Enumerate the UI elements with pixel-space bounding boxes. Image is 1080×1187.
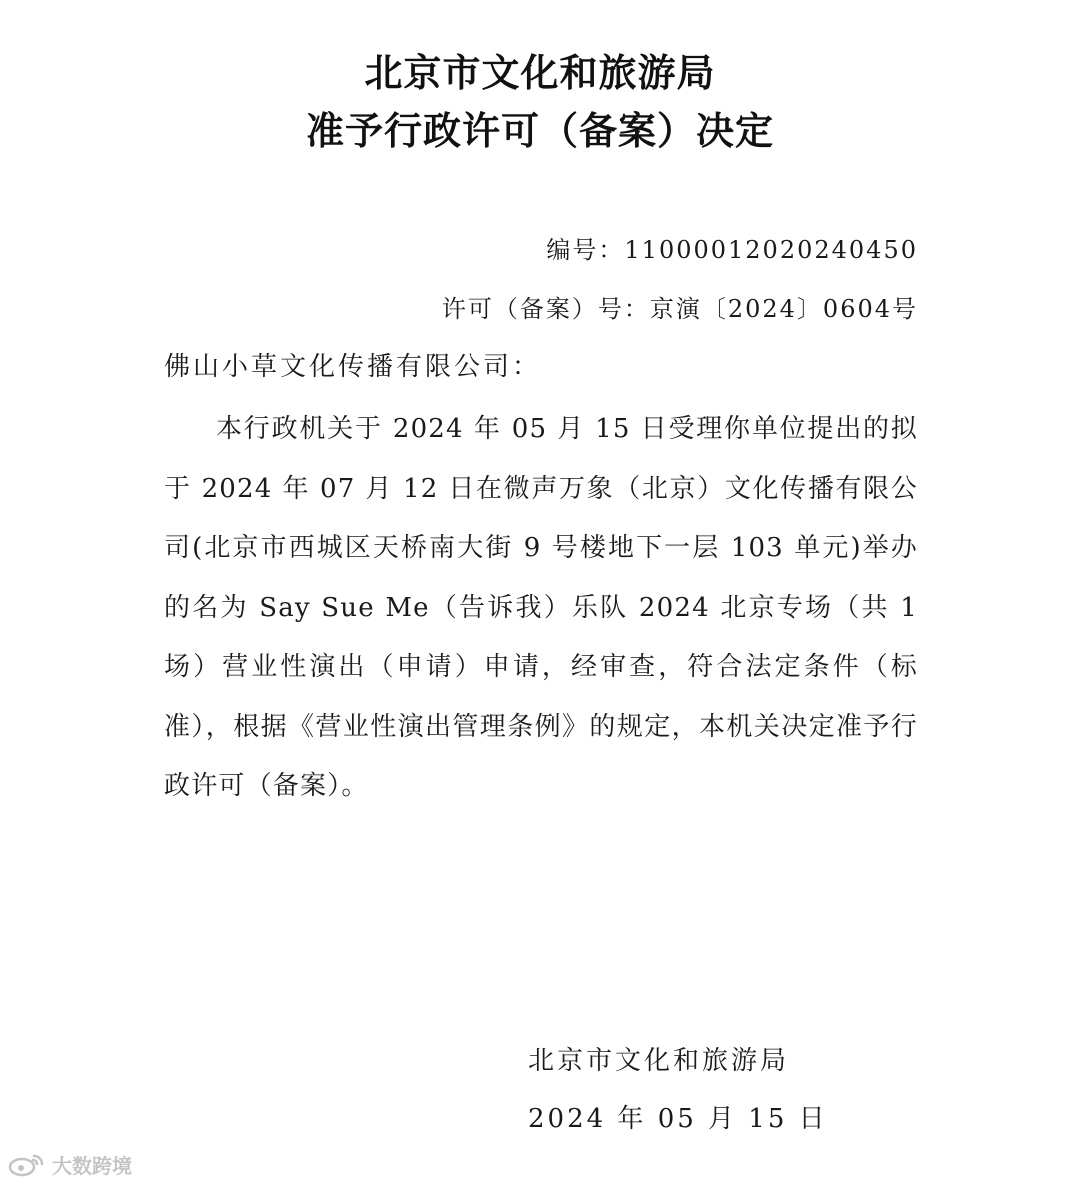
addressee: 佛山小草文化传播有限公司： xyxy=(164,352,542,382)
watermark-text: 大数跨境 xyxy=(52,1154,132,1178)
signature-organization: 北京市文化和旅游局 xyxy=(528,1046,790,1076)
document-number: 编号：11000012020240450 xyxy=(546,236,918,264)
document-title-line-2: 准予行政许可（备案）决定 xyxy=(305,109,774,153)
signature-date: 2024 年 05 月 15 日 xyxy=(528,1104,828,1134)
decision-body: 本行政机关于 2024 年 05 月 15 日受理你单位提出的拟于 2024 年 07 月 12 日在微声万象（北京）文化传播有限公司(北京市西城区天桥南大街 9 号楼地下一层 103 单元)举办的名为 Say Sue Me（告诉我）乐队 2024 北京专场（共 1 场）营业性演出（申请）申请，经审查，符合法定条件（标准），根据《营业性演出管理条例》的规定，本机关决定准予行政许可（备案）。 xyxy=(164,414,918,801)
watermark xyxy=(8,1150,132,1179)
permit-number: 许可（备案）号：京演〔2024〕0604号 xyxy=(441,295,918,323)
weibo-logo-icon xyxy=(8,1152,48,1178)
document-title-line-1: 北京市文化和旅游局 xyxy=(364,51,716,95)
